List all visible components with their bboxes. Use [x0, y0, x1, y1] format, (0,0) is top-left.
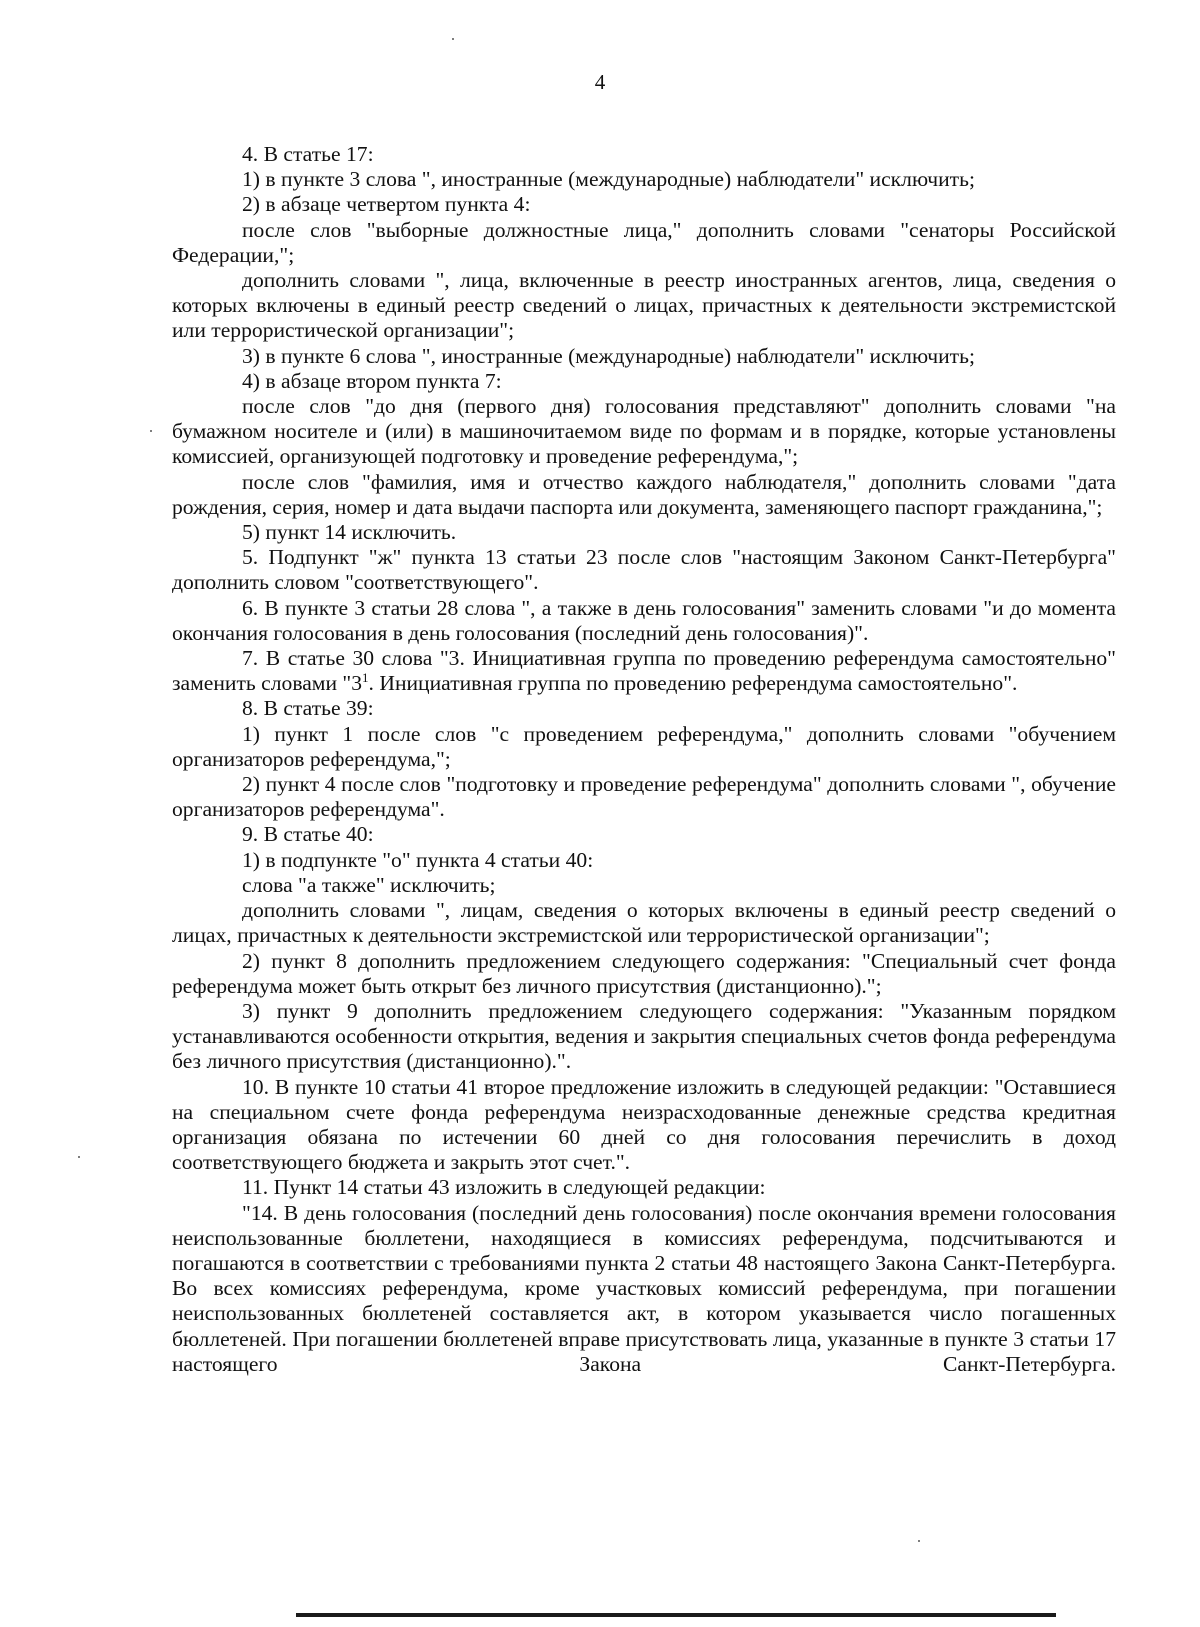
- paragraph: "14. В день голосования (последний день голосования) после окончания времени голосования неиспользованные бюллетени, находящиеся в комиссиях референдума, подсчитываются и погашаются в соответствии с требованиями пункта 2 статьи 48 настоящего Закона Санкт-Петербурга. Во всех комиссиях референдума, кроме участковых комиссий референдума, при погашении неиспользованных бюллетеней составляется акт, в котором указывается число погашенных бюллетеней. При погашении бюллетеней вправе присутствовать лица, указанные в пункте 3 статьи 17 настоящего Закона Санкт-Петербурга.: [172, 1200, 1116, 1376]
- scan-speck: [918, 1540, 920, 1542]
- paragraph: 2) в абзаце четвертом пункта 4:: [242, 192, 531, 217]
- paragraph: после слов "до дня (первого дня) голосования представляют" дополнить словами "на бумажном носителе и (или) в машиночитаемом виде по формам и в порядке, которые установлены комиссией, организующей подготовку и проведение референдума,";: [172, 394, 1116, 469]
- paragraph: 1) пункт 1 после слов "с проведением референдума," дополнить словами "обучением организаторов референдума,";: [172, 721, 1116, 771]
- superscript-index: 1: [362, 670, 369, 686]
- paragraph: 2) пункт 8 дополнить предложением следующего содержания: "Специальный счет фонда референдума может быть открыт без личного присутствия (дистанционно).";: [172, 948, 1116, 998]
- paragraph: 5) пункт 14 исключить.: [242, 520, 457, 545]
- scan-speck: [150, 430, 152, 432]
- paragraph: 10. В пункте 10 статьи 41 второе предложение изложить в следующей редакции: "Оставшиеся на специальном счете фонда референдума неизрасходованные денежные средства кредитная организация обязана по истечении 60 дней со дня голосования перечислить в доход соответствующего бюджета и закрыть этот счет.".: [172, 1074, 1116, 1175]
- scan-speck: [78, 1156, 80, 1158]
- scan-speck: [452, 38, 454, 40]
- paragraph: 3) пункт 9 дополнить предложением следующего содержания: "Указанным порядком устанавливаются особенности открытия, ведения и закрытия специальных счетов фонда референдума без личного присутствия (дистанционно).".: [172, 998, 1116, 1074]
- paragraph: 11. Пункт 14 статьи 43 изложить в следующей редакции:: [242, 1175, 766, 1200]
- paragraph: 4. В статье 17:: [242, 142, 374, 166]
- paragraph-with-superscript: [172, 646, 1116, 696]
- document-body: [172, 142, 1116, 1377]
- paragraph: 5. Подпункт "ж" пункта 13 статьи 23 после слов "настоящим Законом Санкт-Петербурга" дополнить словом "соответствующего".: [172, 545, 1116, 595]
- paragraph-text: . Инициативная группа по проведению референдума самостоятельно".: [368, 671, 1018, 696]
- paragraph-text: 7. В статье 30 слова "3. Инициативная группа по проведению референдума самостоятельно" заменить словами "3: [172, 646, 1116, 696]
- bottom-rule: [296, 1613, 1056, 1617]
- paragraph: 8. В статье 39:: [242, 696, 374, 721]
- paragraph: 2) пункт 4 после слов "подготовку и проведение референдума" дополнить словами ", обучение организаторов референдума".: [172, 772, 1116, 822]
- paragraph: 6. В пункте 3 статьи 28 слова ", а также в день голосования" заменить словами "и до момента окончания голосования в день голосования (последний день голосования)".: [172, 595, 1116, 645]
- paragraph: слова "а также" исключить;: [242, 872, 496, 897]
- paragraph: 1) в подпункте "о" пункта 4 статьи 40:: [242, 847, 594, 872]
- paragraph: 1) в пункте 3 слова ", иностранные (международные) наблюдатели" исключить;: [242, 167, 975, 192]
- paragraph: 4) в абзаце втором пункта 7:: [242, 368, 502, 393]
- paragraph: 9. В статье 40:: [242, 822, 374, 847]
- paragraph: после слов "фамилия, имя и отчество каждого наблюдателя," дополнить словами "дата рождения, серия, номер и дата выдачи паспорта или документа, заменяющего паспорт гражданина,";: [172, 469, 1116, 519]
- paragraph: после слов "выборные должностные лица," дополнить словами "сенаторы Российской Федерации,";: [172, 217, 1116, 267]
- paragraph: 3) в пункте 6 слова ", иностранные (международные) наблюдатели" исключить;: [242, 343, 975, 368]
- paragraph: дополнить словами ", лица, включенные в реестр иностранных агентов, лица, сведения о которых включены в единый реестр сведений о лицах, причастных к деятельности экстремистской или террористической организации";: [172, 268, 1116, 343]
- paragraph: дополнить словами ", лицам, сведения о которых включены в единый реестр сведений о лицах, причастных к деятельности экстремистской или террористической организации";: [172, 898, 1116, 948]
- page-number: 4: [594, 70, 606, 94]
